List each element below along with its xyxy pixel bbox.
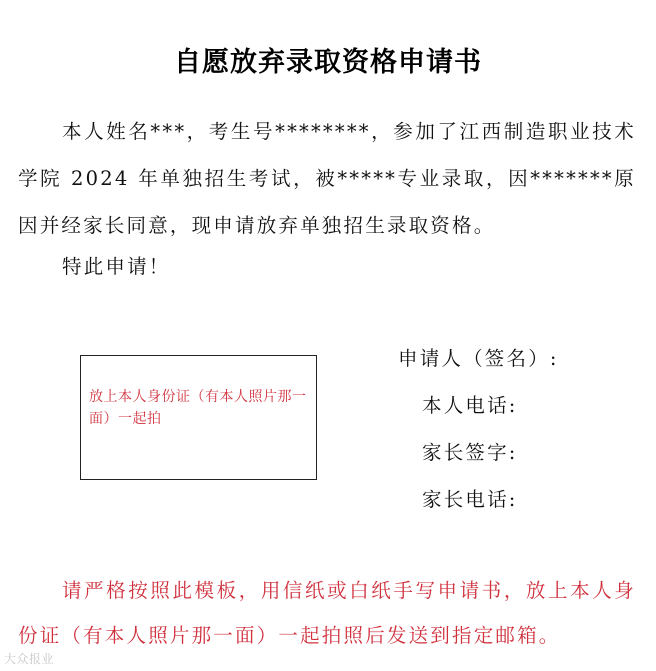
parent-signature-label: 家长签字: xyxy=(422,441,518,464)
application-body-paragraph: 本人姓名***，考生号********，参加了江西制造职业技术学院 2024 年单独招生考试，被*****专业录取，因*******原因并经家长同意，现申请放弃单独招生录取资格。 xyxy=(18,120,636,237)
id-photo-placeholder-box xyxy=(80,355,317,480)
parent-phone-label: 家长电话: xyxy=(422,488,518,511)
closing-line: 特此申请！ xyxy=(62,255,171,278)
signature-block xyxy=(398,340,559,528)
watermark-text: 大众报业 xyxy=(4,652,55,666)
template-notice: 请严格按照此模板，用信纸或白纸手写申请书，放上本人身份证（有本人照片那一面）一起拍照后发送到指定邮箱。 xyxy=(18,579,636,647)
applicant-phone-label: 本人电话: xyxy=(422,394,518,417)
watermark-logo xyxy=(4,650,54,667)
id-photo-instruction: 放上本人身份证（有本人照片那一面）一起拍 xyxy=(89,389,307,427)
document-title: 自愿放弃录取资格申请书 xyxy=(174,47,482,78)
applicant-signature-label: 申请人（签名）: xyxy=(398,347,559,370)
